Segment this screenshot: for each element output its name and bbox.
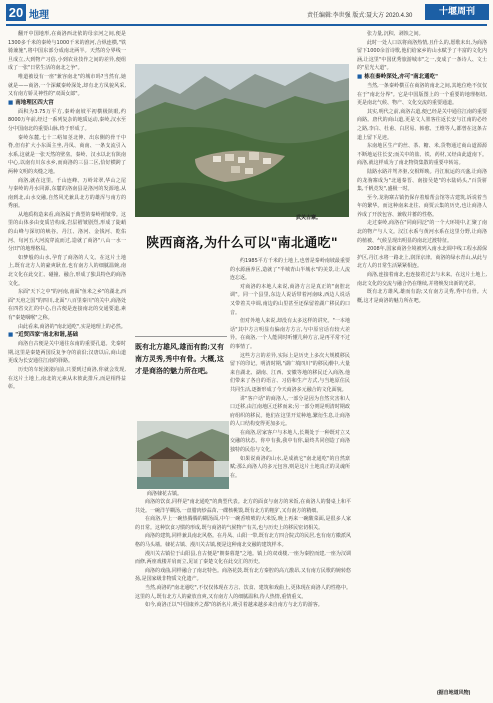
page-header	[0, 0, 493, 26]
article-paragraph: 讲"客户话"的商洛人,一部分是因为自然灾害和人口迁移,由江南地区迁移而来;另一部分则是明清时期政府组织的移民。他们在这里开荒种地,繁衍生息,让商洛的人口结构变得更加多元。	[230, 395, 350, 428]
section-subheading: ■ 栋在秦岭深处,亦可"南北通吃"	[357, 73, 487, 82]
article-paragraph: 商洛的饮食,同样是"南北通吃"的典型代表。北方的面食与南方的米饭,在商洛人的餐桌上和平共处。一碗洋芋糊汤,一盘腊肉炒蒜苗,一碟核桃馍,既有北方的粗犷,又有南方的精细。	[135, 499, 351, 514]
article-column-2-upper	[230, 257, 350, 489]
article-headline: 陕西商洛,为什么可以"南北通吃"	[146, 236, 338, 251]
article-paragraph: 既有北方雄风,雄而有韵;又有南方灵秀,秀中有骨。大概,这才是商洛的魅力所在吧。	[357, 289, 487, 304]
article-paragraph: 商洛的戏曲,同样融合了南北特色。商洛花鼓,既有北方秦腔的高亢激昂,又有南方民歌的婉转悠扬,是国家级非物质文化遗产。	[135, 567, 351, 583]
page-number: 20	[6, 4, 26, 21]
article-paragraph: 其实,明代之前,商洛古道,便已经是关中通往江南的重要商路。唐代的商山道,更是文人墨客往返长安与江南的必经之路,李白、杜甫、白居易、韩愈、王维等人,都曾在这条古道上留下足迹。	[357, 108, 487, 141]
article-paragraph: 至今,龙驹寨古镇仍保存着船帮会馆等古建筑,诉说着当年的繁华。而这种南来北往、商贾云集的历史,也让商洛人养成了开放包容、兼收并蓄的性格。	[357, 194, 487, 218]
article-paragraph: 陆路水路并驾齐驱,交相辉映。丹江航运的兴盛,让商洛的龙驹寨成为"北通秦晋、南接吴楚"的水陆码头,"百货骈集,千帆竞发",盛极一时。	[357, 168, 487, 193]
article-paragraph: 商洛自古便是关中通往东南的重要孔道。先秦时期,这里是秦楚两国反复争夺的前沿;汉唐以后,商山道更成为长安通往江南的驿路。	[8, 341, 126, 365]
small-photo-old-town	[137, 421, 229, 489]
main-photo-caption: 武关古寨。	[296, 215, 322, 221]
article-paragraph: 此时一处人口以将商洛热情,且什么的,愿歌未出,为商洛留下1000余首诗歌,他们给家乡的山水赋予了丰富的文化内涵,让这里"中国优秀旅游城市"之一,变成了一条诗人、文士的"星光大道"。	[357, 39, 487, 72]
article-paragraph: 如果说商洛的山水,是成就它"南北通吃"的自然禀赋;那么商洛人的多元包容,则是这片土地真正的灵魂所在。	[230, 455, 350, 479]
article-paragraph: 面积为3.75万平方,秦岭南坡平初横极陕眼,约8000万年前,经过一系列复杂的地质运动,秦岭,汉水至分中国南北的重要山脉,终于形成了。	[8, 108, 126, 132]
article-paragraph: 在商洛,居家客户与本地人,长期处于一种既对立又交融的状态。你中有我,我中有你,最终共同创造了商洛独特的民俗与文化。	[230, 429, 350, 454]
article-paragraph: 2008年,国家商洛全境被列入南水北调中线工程水源保护区,丹江水将一路北上,润泽京津。商洛的绿水青山,从此与北方人的日常生活紧紧相连。	[357, 246, 487, 270]
article-paragraph: 在商洛,早上一碗热腾腾的糊汤面,中午一碗香喷喷的大米饭,晚上再来一碗酸菜面,是很多人家的日常。这种饮食习惯的形成,既与商洛的气候物产有关,也与历史上的移民密切相关。	[135, 516, 351, 531]
article-paragraph: 秦岭东麓,七十二峪如茎北伸、出东侧的骨干中脊,但有扩大小东面主坐,丹凤、商南、一条支流引入水系,这就是一张天然的壁垒。秦岭、汉水以北有陕南中心,以南有川东水乡,而商洛的三县二区,恰好横跨了两种文明的夹缝之地。	[8, 134, 126, 175]
article-paragraph: 对商洛的本地人来说,商洛方言是真正的"南腔北调"。同一个县里,东边人说话带着河南味,西边人说话又带着关中调,南边的山里甚至还保留着湖广移民的口音。	[230, 283, 350, 316]
article-paragraph: 商洛,连接着南北,也连接着过去与未来。在这片土地上,南北文化的交流与融合仍在继续,并将焕发出新的光彩。	[357, 272, 487, 287]
section-subheading: ■ "近贸四家"南北和谐,基础	[8, 331, 126, 340]
article-paragraph: 当然,商洛的"南北通吃",不仅仅体现在方言、饮食、建筑和戏曲上,更体现在商洛人的性格中。这里的人,既有北方人的豪放直爽,又有南方人的细腻温和,待人热情,重情重义。	[135, 584, 351, 600]
section-subheading: ■ 南地理区四大宫	[8, 99, 126, 108]
article-paragraph: 如今,商洛正以"中国康养之都"的新名片,吸引着越来越多来自南方与北方的游客。	[145, 602, 323, 609]
article-paragraph: 唯道被设有一座"兼容南北"的城市吗?当然有,她就是——商洛,一个深藏秦岭深处,却有北方凤貌风采,又有南方娇灵神性的"双面女郎"。	[8, 73, 126, 98]
article-paragraph: 商洛的建筑,同样兼具南北风格。在丹凤、山阳一带,既有北方四合院式的民居,也有南方徽派风格的马头墙。棣花古镇、漫川关古镇,便是这种南北交融的建筑样本。	[135, 533, 351, 548]
header-rule	[6, 24, 487, 26]
article-paragraph: 由此看来,商洛的"南北通吃",实是地理上的必然。	[18, 323, 126, 330]
section-name: 地理	[29, 10, 49, 21]
article-paragraph: 走过秦岭,商洛在"同商同泛"的一个大环境中,汇聚了南北的物产与人文。汉江水系与黄河水系在这里分野,让商洛的植被、气候呈现出明显的南北过渡特征。	[357, 220, 487, 244]
main-photo-mountain-village	[135, 64, 349, 217]
article-paragraph: 漫川关古镇位于山阳县,自古便是"朝秦暮楚"之地。镇上的双戏楼,一座为秦腔而建,一座为汉调而修,两座戏楼并肩而立,见证了秦楚文化在此交汇的历史。	[135, 550, 351, 566]
article-paragraph: 东南地区生产的丝、茶、糖、米,货物通过商山道源源不断地运往长安;而关中的盐、铁、药材,又经由此道南下。商洛,就这样成为了南北物资集散的重要中转站。	[357, 143, 487, 167]
newspaper-masthead: 十堰周刊	[425, 4, 489, 20]
article-column-2-lower	[135, 498, 351, 696]
article-paragraph: 这些方言的差异,实际上是历史上多次大规模移民留下的印记。明清时期,"湖广填四川"的移民潮中,大量来自湖北、湖南、江西、安徽等地的移民迁入商洛,他们带来了各自的语言、习俗和生产方式,与当地原住民共同生活,逐渐形成了今天商洛多元融合的文化面貌。	[230, 352, 350, 393]
article-paragraph: 商洛,就在这里。千山连峰、万岭耸翠,华山之尾与秦岭的丹水同源,东麓的洛南县是洛河的发源地,从南到北,山水交融,自然风光兼具北方的雄浑与南方的秀丽。	[8, 177, 126, 210]
article-paragraph: 当然,一条秦岭横亘在商洛的南北之间,其地位绝不仅仅在于"南北分界"。它是中国版图上的一个重要的地理枢纽,更是南北气候、物产、文化交流的重要通道。	[357, 82, 487, 107]
editor-info: 责任编辑:李世强 版式:聂大方 2020.4.30	[307, 13, 413, 19]
article-paragraph: 翻开中国地形,在商洛西北依的母亲河之间,便是1300多千米的秦岭与1000千米的淮河,合纵连横,"铁骑兼施",将中国东部分成南北两半。天然的分界线一旦成立,大到物产习俗,小到农业技作之间的差异,便组成了一张"日常生活的南北之争"。	[8, 31, 126, 72]
article-paragraph: 约1985平方千米的土地上,也曾是秦岭南坡最重要的水源涵养区,造就了"半城青山半城水"的美景,让人流连忘返。	[230, 258, 350, 282]
article-paragraph: 东面"天下之中"的河南,南面"鱼米之乡"的湖北,西面"天府之国"的四川,北面"八百里秦川"的关中,商洛处在四省交汇的中心,自古便是连接南北的交通要道,素有"秦楚咽喉"之称。	[8, 289, 126, 321]
small-photo-caption: 商洛棣花古镇。	[147, 491, 183, 497]
article-paragraph: 但对外地人来说,却没有太多这样的讲究。"一本地话"其中方言明显有偏南方方言,与中原官话有较大差异。在商洛,一个人能同时听懂几种方言,是再平常不过的事情了。	[230, 318, 350, 350]
source-credit: (据自地道风物)	[437, 690, 471, 696]
article-paragraph: 从地质构造来看,商洛属于典型的秦岭褶皱带。这里的山体多由变质岩构成,岩层褶皱剧烈,形成了陡峭的山峰与深切的峡谷。丹江、洛河、金钱河、乾佑河、旬河五大河流穿流而过,造就了商洛"八山一水一分田"的地理格局。	[8, 211, 126, 253]
article-column-1	[8, 30, 126, 698]
article-paragraph: 张力量,沉积、剥蚀之间。	[367, 31, 424, 37]
pull-quote: 既有北方雄风,雄而有韵;又有南方灵秀,秀中有骨。大概,这才是商洛的魅力所在吧。	[135, 336, 227, 377]
article-paragraph: 历史的车轮滚滚向前,只要到过商洛,你就会发现,在这片土地上,南北的元素从未彼此排斥,而是相得益彰。	[8, 366, 126, 391]
article-paragraph: 如梦般的山水,孕育了商洛的人文。在这片土地上,既有北方人的豪爽耿直,也有南方人的细腻温婉,南北文化在此交汇、碰撞、融合,形成了独具特色的商洛文化。	[8, 254, 126, 287]
article-column-3	[357, 30, 487, 685]
